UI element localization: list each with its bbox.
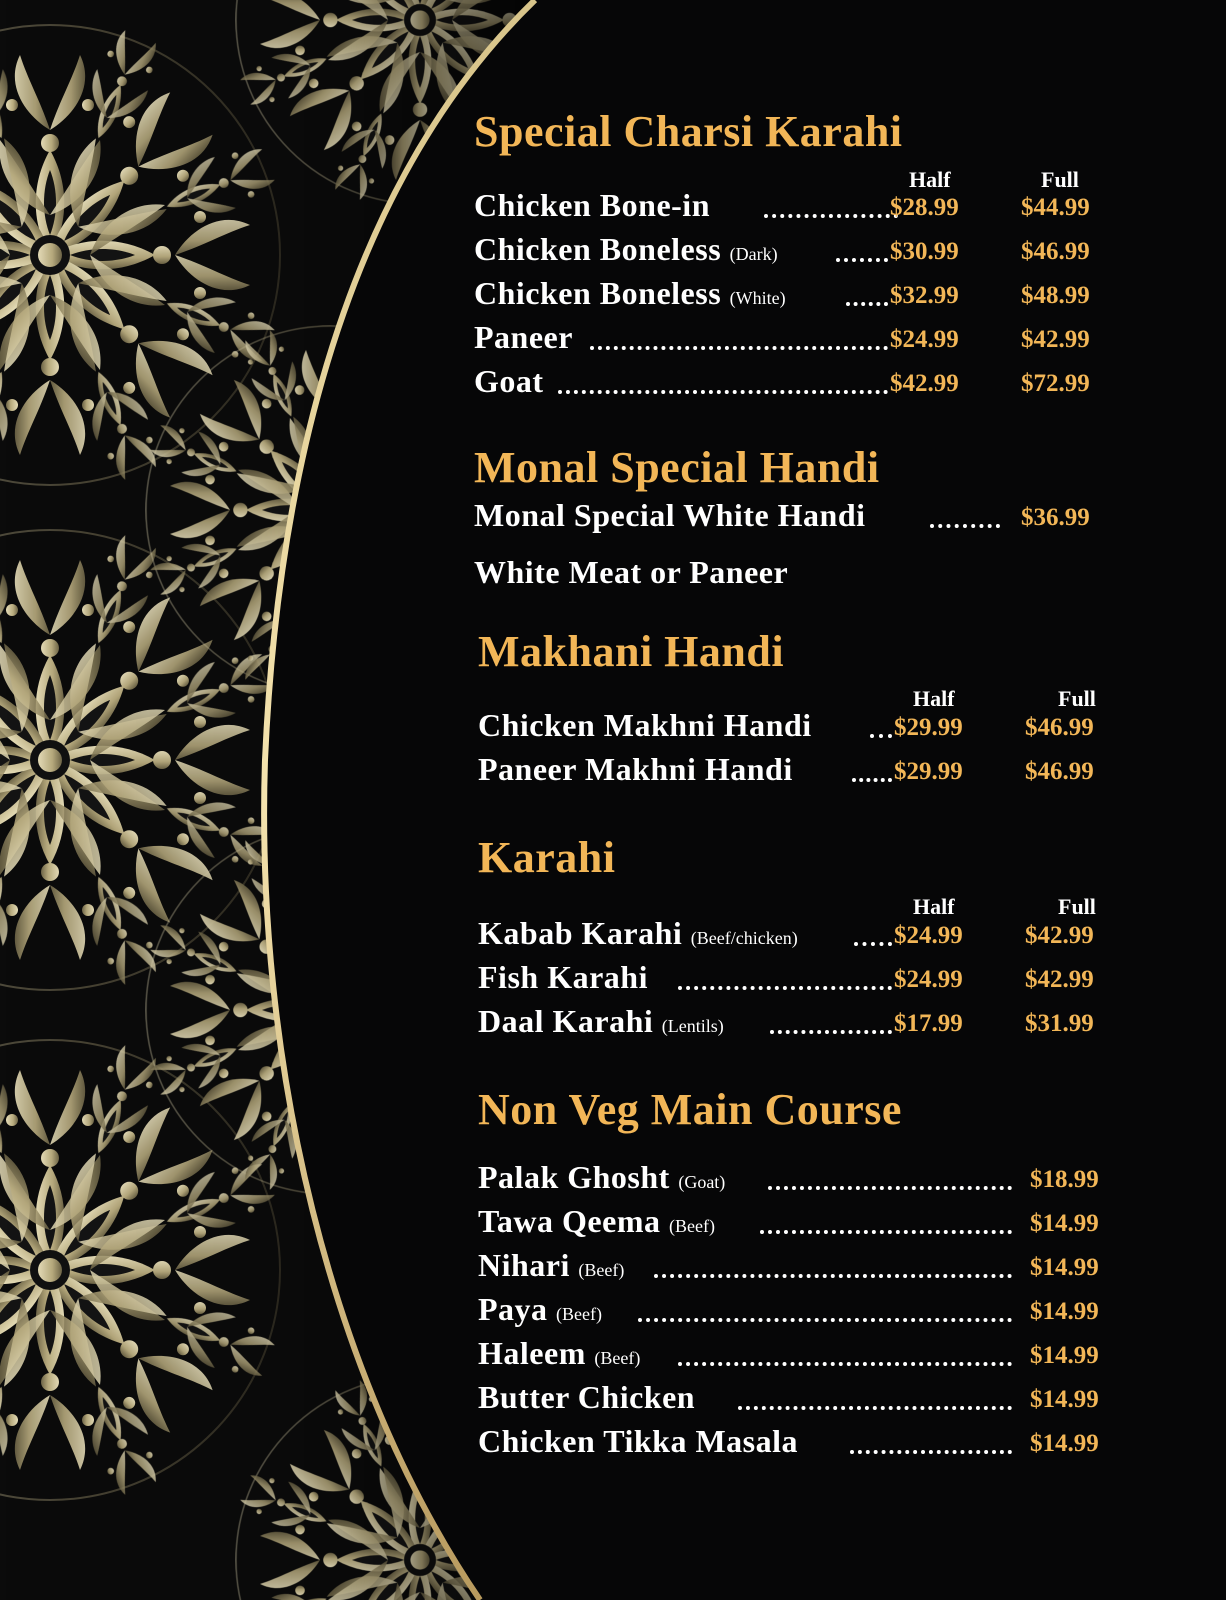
price: $18.99	[1030, 1166, 1099, 1193]
menu-item	[478, 751, 1108, 792]
dot-leader	[590, 346, 888, 350]
price-half: $32.99	[890, 282, 959, 309]
item-name: Palak Ghosht (Goat)	[478, 1159, 726, 1195]
dot-leader	[738, 1406, 1012, 1410]
item-name: Haleem (Beef)	[478, 1335, 641, 1371]
price: $14.99	[1030, 1210, 1099, 1237]
price-half: $24.99	[894, 922, 963, 949]
item-name: Chicken Bone-in	[474, 187, 710, 223]
dot-leader	[852, 778, 892, 782]
price: $14.99	[1030, 1342, 1099, 1369]
dot-leader	[846, 302, 888, 306]
dot-leader	[850, 1450, 1012, 1454]
price-half: $30.99	[890, 238, 959, 265]
item-name: Nihari (Beef)	[478, 1247, 625, 1283]
dot-leader	[760, 1230, 1012, 1234]
menu-item	[478, 1203, 1118, 1244]
price-half: $17.99	[894, 1010, 963, 1037]
item-name: Chicken Boneless (White)	[474, 275, 786, 311]
dot-leader	[678, 1362, 1012, 1366]
item-name: Kabab Karahi (Beef/chicken)	[478, 915, 798, 951]
col-half-makhani: Half	[913, 686, 955, 711]
item-name: Butter Chicken	[478, 1379, 696, 1415]
price-full: $42.99	[1025, 922, 1094, 949]
price: $14.99	[1030, 1298, 1099, 1325]
menu-item	[478, 707, 1108, 748]
monal-note: White Meat or Paneer	[474, 554, 789, 590]
item-name: Tawa Qeema (Beef)	[478, 1203, 715, 1239]
menu-item	[478, 1003, 1108, 1044]
item-name: Chicken Makhni Handi	[478, 707, 812, 743]
price-full: $72.99	[1021, 370, 1090, 397]
dot-leader	[654, 1274, 1012, 1278]
item-name: Fish Karahi	[478, 959, 648, 995]
section-title-charsi: Special Charsi Karahi	[474, 107, 903, 156]
menu-item	[478, 1379, 1118, 1420]
price-full: $42.99	[1025, 966, 1094, 993]
item-name: Monal Special White Handi	[474, 497, 866, 533]
section-title-makhani: Makhani Handi	[478, 627, 785, 676]
price-full: $48.99	[1021, 282, 1090, 309]
menu-item	[474, 187, 1104, 228]
dot-leader	[768, 1186, 1012, 1190]
price: $14.99	[1030, 1430, 1099, 1457]
price-full: $46.99	[1021, 238, 1090, 265]
dot-leader	[678, 986, 892, 990]
dot-leader	[638, 1318, 1012, 1322]
menu-item	[478, 1335, 1118, 1376]
price-full: $42.99	[1021, 326, 1090, 353]
menu-item	[478, 959, 1108, 1000]
col-full-makhani: Full	[1058, 686, 1096, 711]
section-title-monal: Monal Special Handi	[474, 443, 880, 492]
menu-item	[474, 231, 1104, 272]
item-name: Paneer Makhni Handi	[478, 751, 793, 787]
price: $36.99	[1021, 504, 1090, 531]
dot-leader	[764, 214, 898, 218]
item-name: Chicken Boneless (Dark)	[474, 231, 778, 267]
item-name: Chicken Tikka Masala	[478, 1423, 799, 1459]
item-name: Daal Karahi (Lentils)	[478, 1003, 724, 1039]
price-full: $44.99	[1021, 194, 1090, 221]
menu-item	[474, 275, 1104, 316]
menu-item	[474, 319, 1104, 360]
dot-leader	[930, 524, 1000, 528]
col-half-charsi: Half	[909, 167, 951, 192]
menu-item	[478, 1159, 1118, 1200]
menu-item	[478, 1291, 1118, 1332]
menu-item	[478, 1423, 1118, 1464]
price: $14.99	[1030, 1254, 1099, 1281]
price-full: $31.99	[1025, 1010, 1094, 1037]
dot-leader	[558, 390, 888, 394]
price-full: $46.99	[1025, 714, 1094, 741]
menu-item	[478, 1247, 1118, 1288]
price-half: $29.99	[894, 714, 963, 741]
price: $14.99	[1030, 1386, 1099, 1413]
item-name: Paya (Beef)	[478, 1291, 603, 1327]
menu-item	[474, 363, 1104, 404]
dot-leader	[854, 942, 892, 946]
price-half: $28.99	[890, 194, 959, 221]
section-title-nonveg: Non Veg Main Course	[478, 1085, 902, 1134]
item-name: Goat	[474, 363, 544, 399]
price-half: $42.99	[890, 370, 959, 397]
col-full-charsi: Full	[1041, 167, 1079, 192]
menu-item	[478, 915, 1108, 956]
item-name: Paneer	[474, 319, 573, 355]
price-half: $24.99	[890, 326, 959, 353]
menu-item	[474, 497, 1104, 538]
dot-leader	[870, 734, 892, 738]
dot-leader	[836, 258, 888, 262]
col-half-karahi: Half	[913, 894, 955, 919]
section-title-karahi: Karahi	[478, 833, 616, 882]
price-full: $46.99	[1025, 758, 1094, 785]
col-full-karahi: Full	[1058, 894, 1096, 919]
price-half: $29.99	[894, 758, 963, 785]
dot-leader	[770, 1030, 892, 1034]
price-half: $24.99	[894, 966, 963, 993]
